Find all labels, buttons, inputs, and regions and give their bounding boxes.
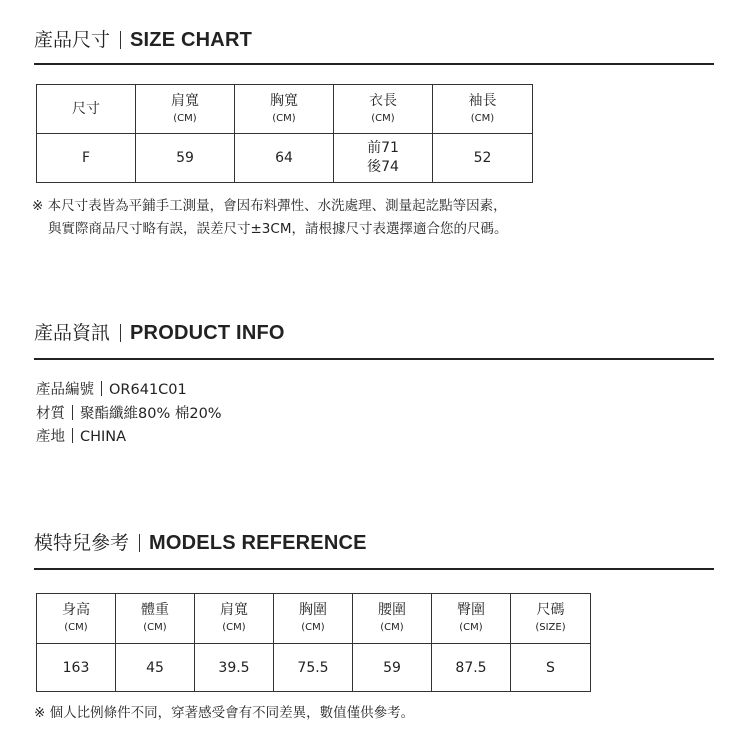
header-cell-length: 衣長 (CM) [334,85,433,134]
cell-length-back: 後74 [367,159,399,175]
cell-weight: 45 [116,644,195,692]
header-cell-chest: 胸寬 (CM) [235,85,334,134]
title-separator [120,324,121,342]
header-cell-shoulder: 肩寬 (CM) [136,85,235,134]
size-chart-rule [34,63,714,65]
cell-shoulder: 59 [136,134,235,183]
product-info-rule [34,358,714,360]
cell-hip: 87.5 [432,644,511,692]
title-separator [139,534,140,552]
title-separator [120,31,121,49]
size-chart-data-row [37,134,533,183]
info-separator [72,405,73,420]
header-cell-size: 尺碼 (SIZE) [511,594,591,644]
cell-size: S [511,644,591,692]
header-cell-hip: 臀圍 (CM) [432,594,511,644]
size-chart-title [34,28,252,52]
cell-bust: 75.5 [274,644,353,692]
cell-height: 163 [37,644,116,692]
models-header-row [37,594,591,644]
models-reference-title [34,531,367,555]
cell-shoulder: 39.5 [195,644,274,692]
product-info-title-zh: 產品資訊 [34,322,111,344]
cell-length [334,134,433,183]
product-info-title-en: PRODUCT INFO [130,322,285,344]
cell-chest: 64 [235,134,334,183]
info-label: 產地 [36,429,65,445]
info-line-origin [36,427,126,447]
header-cell-shoulder: 肩寬 (CM) [195,594,274,644]
info-label: 產品編號 [36,382,94,398]
info-line-product-code [36,380,187,400]
models-reference-title-en: MODELS REFERENCE [149,532,367,554]
models-reference-note: ※ 個人比例條件不同，穿著感受會有不同差異，數值僅供參考。 [34,705,415,721]
info-label: 材質 [36,406,65,422]
cell-size: F [37,134,136,183]
cell-sleeve: 52 [433,134,533,183]
cell-length-front: 前71 [367,140,399,156]
models-data-row [37,644,591,692]
info-value: 聚酯纖維80% 棉20% [80,406,222,422]
size-chart-title-zh: 產品尺寸 [34,29,111,51]
info-value: OR641C01 [109,382,187,398]
models-reference-rule [34,568,714,570]
header-cell-bust: 胸圍 (CM) [274,594,353,644]
size-chart-table [36,84,533,183]
header-cell-waist: 腰圍 (CM) [353,594,432,644]
cell-waist: 59 [353,644,432,692]
product-info-title [34,321,285,345]
size-chart-title-en: SIZE CHART [130,29,253,51]
models-reference-title-zh: 模特兒參考 [34,532,130,554]
header-cell-height: 身高 (CM) [37,594,116,644]
models-reference-table [36,593,591,692]
info-value: CHINA [80,429,127,445]
info-separator [72,428,73,443]
header-cell-weight: 體重 (CM) [116,594,195,644]
size-chart-note-line1: ※ 本尺寸表皆為平鋪手工測量，會因布料彈性、水洗處理、測量起訖點等因素， [32,198,507,214]
header-cell-size: 尺寸 [37,85,136,134]
info-line-material [36,404,222,424]
info-separator [101,381,102,396]
header-cell-sleeve: 袖長 (CM) [433,85,533,134]
size-chart-header-row [37,85,533,134]
size-chart-note-line2: 與實際商品尺寸略有誤，誤差尺寸±3CM，請根據尺寸表選擇適合您的尺碼。 [48,221,508,237]
